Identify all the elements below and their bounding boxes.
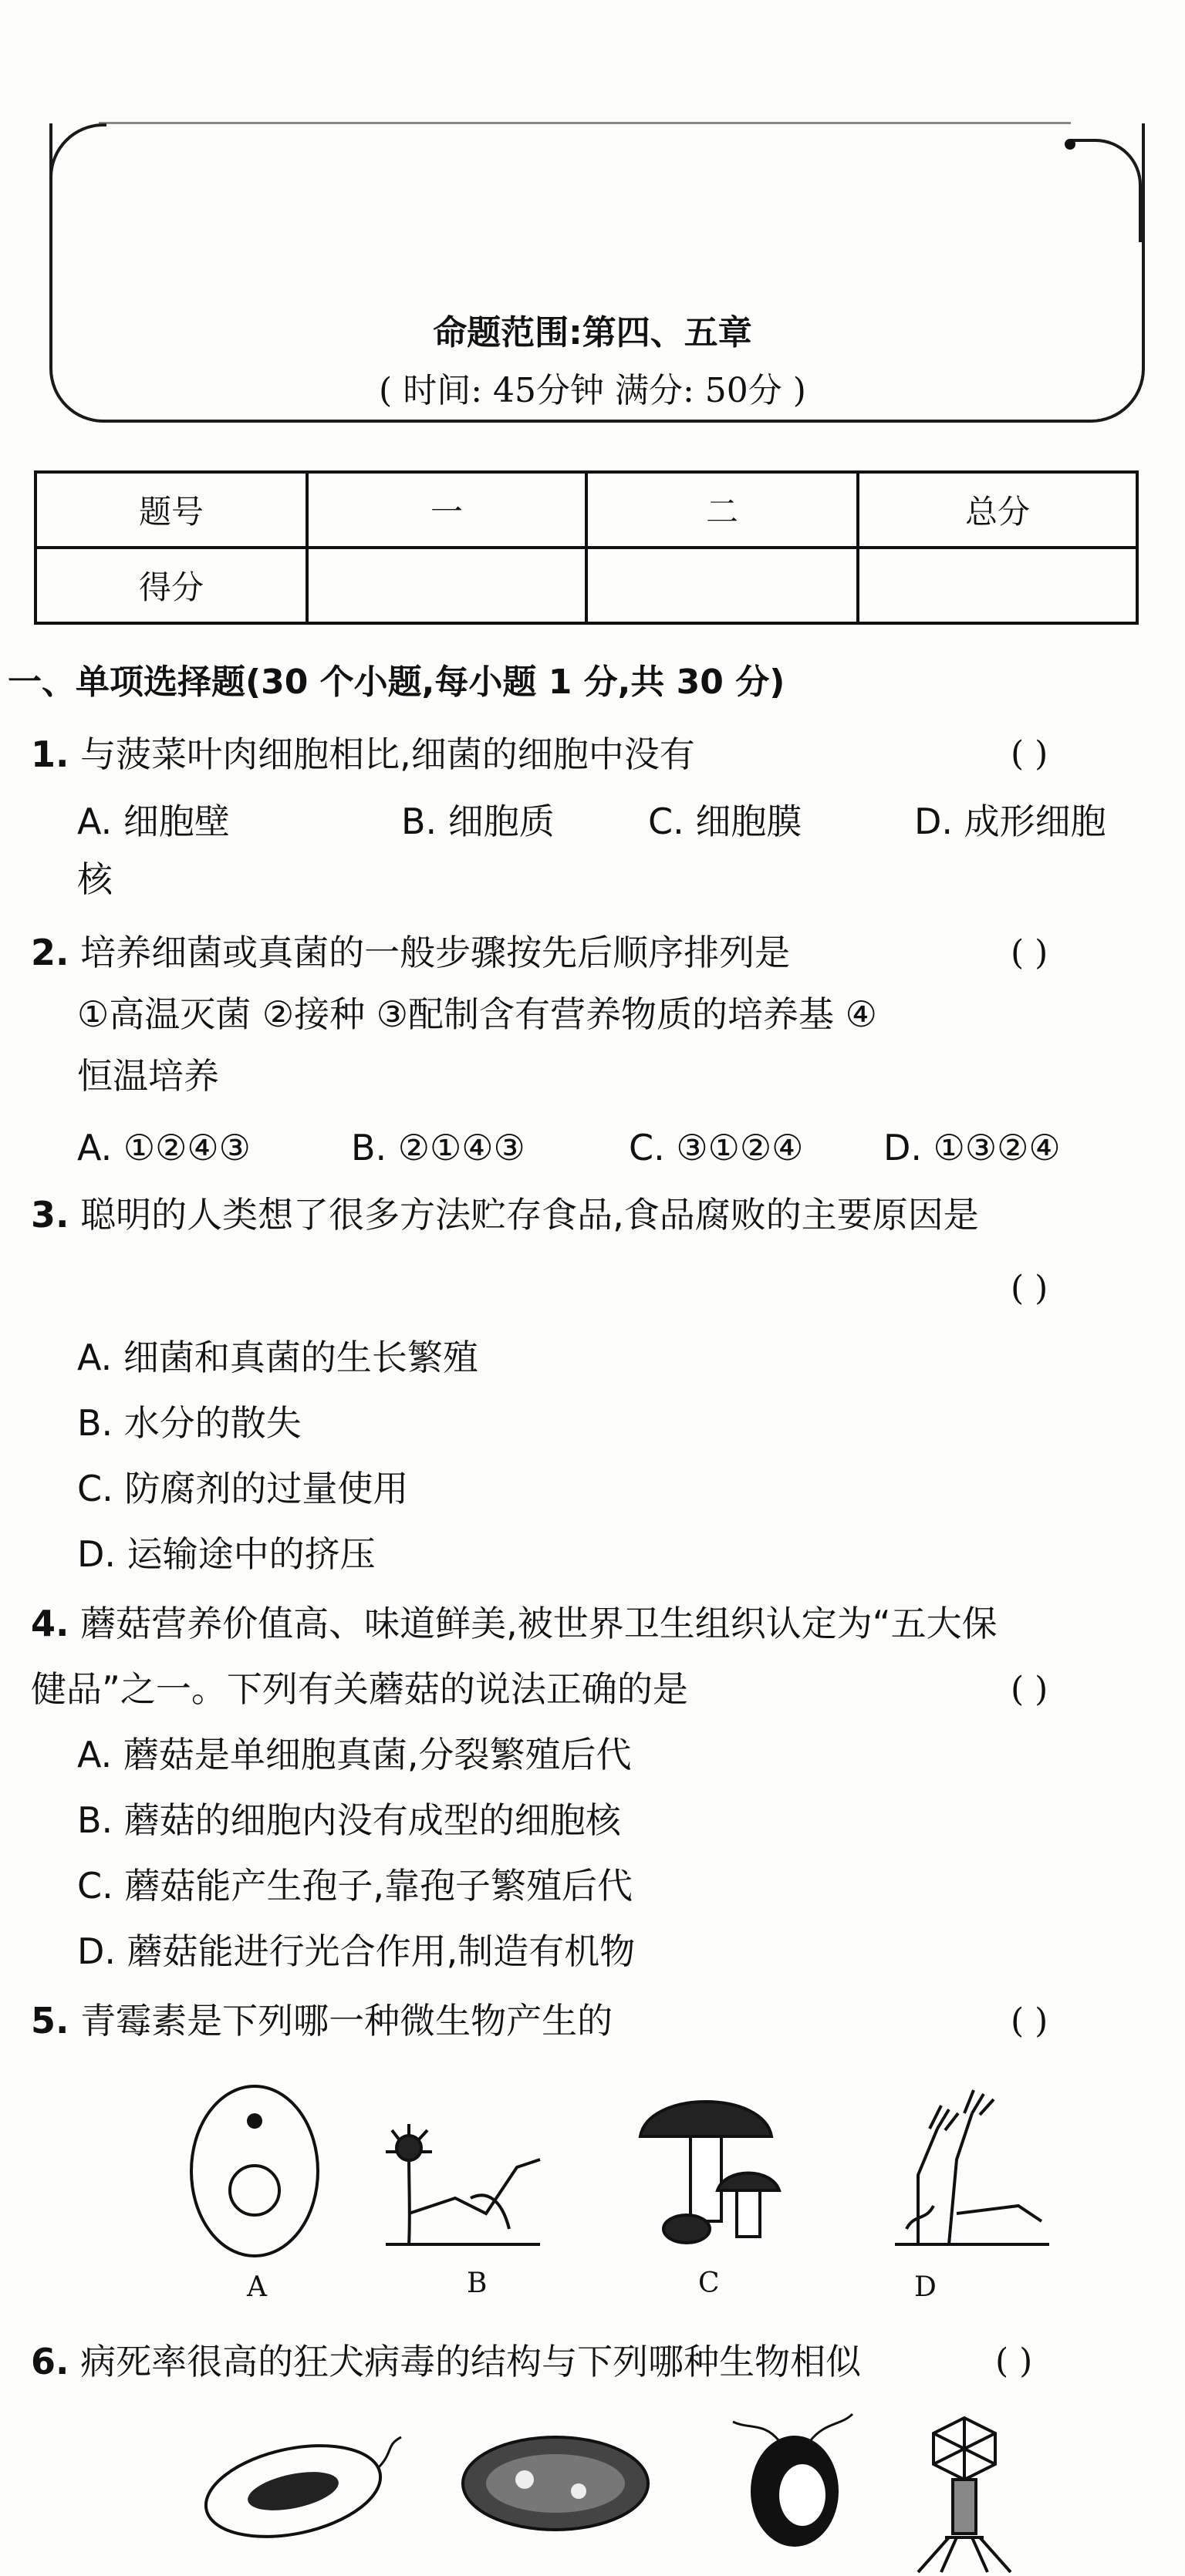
exam-scope: 命题范围:第四、五章 [433, 313, 752, 352]
q5-figure-d-penicillium[interactable] [895, 2090, 1049, 2244]
q5-text: 青霉素是下列哪一种微生物产生的 [80, 2000, 613, 2042]
section-title-text: 一、单项选择题(30 个小题,每小题 1 分,共 30 分) [8, 663, 785, 702]
header-dot [1065, 139, 1075, 150]
q3-answer-blank[interactable]: ( ) [1011, 1269, 1048, 1308]
q4-option-a[interactable]: A. 蘑菇是单细胞真菌,分裂繁殖后代 [77, 1734, 632, 1775]
exam-time-info: ( 时间: 45分钟 满分: 50分 ) [379, 371, 806, 410]
q5-label-d: D [914, 2271, 937, 2303]
q4-option-c[interactable]: C. 蘑菇能产生孢子,靠孢子繁殖后代 [77, 1865, 633, 1907]
q4-stem-line2: 健品”之一。下列有关蘑菇的说法正确的是 [31, 1668, 688, 1710]
q6-text: 病死率很高的狂犬病毒的结构与下列哪种生物相似 [80, 2341, 862, 2382]
q5-label-c: C [698, 2267, 720, 2299]
q3-option-d[interactable]: D. 运输途中的挤压 [77, 1533, 376, 1575]
score-table-header-row [35, 472, 1137, 548]
q1-option-d[interactable]: D. 成形细胞 [914, 801, 1106, 842]
q1-stem [31, 731, 695, 777]
q5-label-a: A [247, 2271, 267, 2303]
q4-option-d[interactable]: D. 蘑菇能进行光合作用,制造有机物 [77, 1930, 636, 1972]
score-table [34, 470, 1139, 625]
q5-figure-b-mold[interactable] [386, 2124, 540, 2244]
q3-option-c[interactable]: C. 防腐剂的过量使用 [77, 1468, 409, 1509]
q5-figure-c-mushroom[interactable] [640, 2102, 779, 2243]
q6-figure-b-paramecium[interactable] [463, 2437, 648, 2530]
q3-text: 聪明的人类想了很多方法贮存食品,食品腐败的主要原因是 [80, 1194, 979, 1236]
q1-option-b[interactable]: B. 细胞质 [401, 801, 555, 842]
q2-option-a[interactable]: A. ①②④③ [77, 1127, 251, 1168]
score-input-part2[interactable] [586, 548, 858, 623]
q6-answer-blank[interactable]: ( ) [995, 2342, 1033, 2381]
q4-answer-blank[interactable]: ( ) [1011, 1670, 1048, 1709]
score-cell-label: 题号 [35, 472, 307, 548]
q1-answer-blank[interactable]: ( ) [1011, 734, 1048, 774]
q2-number: 2. [31, 932, 69, 973]
q6-stem [31, 2338, 861, 2385]
q6-figure-c-chlamydomonas[interactable] [733, 2414, 852, 2545]
q2-option-d[interactable]: D. ①③②④ [883, 1127, 1061, 1168]
q2-steps-line2: 恒温培养 [77, 1055, 219, 1097]
q1-option-c[interactable]: C. 细胞膜 [648, 801, 802, 842]
section-title [8, 659, 785, 706]
q4-number: 4. [31, 1603, 69, 1644]
q2-stem [31, 929, 790, 976]
q3-stem [31, 1192, 979, 1238]
q5-stem [31, 1998, 613, 2044]
score-table-score-row [35, 548, 1137, 623]
q2-steps-line1: ①高温灭菌 ②接种 ③配制含有营养物质的培养基 ④ [77, 993, 877, 1035]
q1-option-a[interactable]: A. 细胞壁 [77, 801, 230, 842]
q2-option-c[interactable]: C. ③①②④ [629, 1127, 804, 1168]
score-input-total[interactable] [858, 548, 1137, 623]
q3-number: 3. [31, 1194, 69, 1236]
q4-text: 蘑菇营养价值高、味道鲜美,被世界卫生组织认定为“五大保 [80, 1603, 998, 1644]
q6-figure-a-bacterium[interactable] [198, 2431, 401, 2551]
score-cell-part1: 一 [307, 472, 586, 548]
q5-label-b: B [467, 2267, 488, 2299]
q2-text: 培养细菌或真菌的一般步骤按先后顺序排列是 [80, 932, 791, 973]
score-cell-part2: 二 [586, 472, 858, 548]
q6-number: 6. [31, 2341, 69, 2382]
q2-option-b[interactable]: B. ②①④③ [351, 1127, 525, 1168]
score-cell-total: 总分 [858, 472, 1137, 548]
q1-number: 1. [31, 733, 69, 775]
q1-option-d-cont: 核 [77, 858, 113, 900]
q5-figures [177, 2075, 1049, 2275]
q3-option-b[interactable]: B. 水分的散失 [77, 1402, 302, 1444]
q5-number: 5. [31, 2000, 69, 2042]
q5-figure-a-yeast[interactable] [191, 2086, 318, 2256]
q4-option-b[interactable]: B. 蘑菇的细胞内没有成型的细胞核 [77, 1799, 621, 1841]
q6-figure-d-bacteriophage[interactable] [918, 2418, 1011, 2572]
q5-answer-blank[interactable]: ( ) [1011, 2001, 1048, 2041]
q3-option-a[interactable]: A. 细菌和真菌的生长繁殖 [77, 1337, 478, 1378]
q1-text: 与菠菜叶肉细胞相比,细菌的细胞中没有 [80, 733, 695, 775]
score-row-label: 得分 [35, 548, 307, 623]
q2-answer-blank[interactable]: ( ) [1011, 933, 1048, 973]
score-input-part1[interactable] [307, 548, 586, 623]
q6-figures [193, 2406, 1049, 2576]
q4-stem [31, 1600, 998, 1647]
